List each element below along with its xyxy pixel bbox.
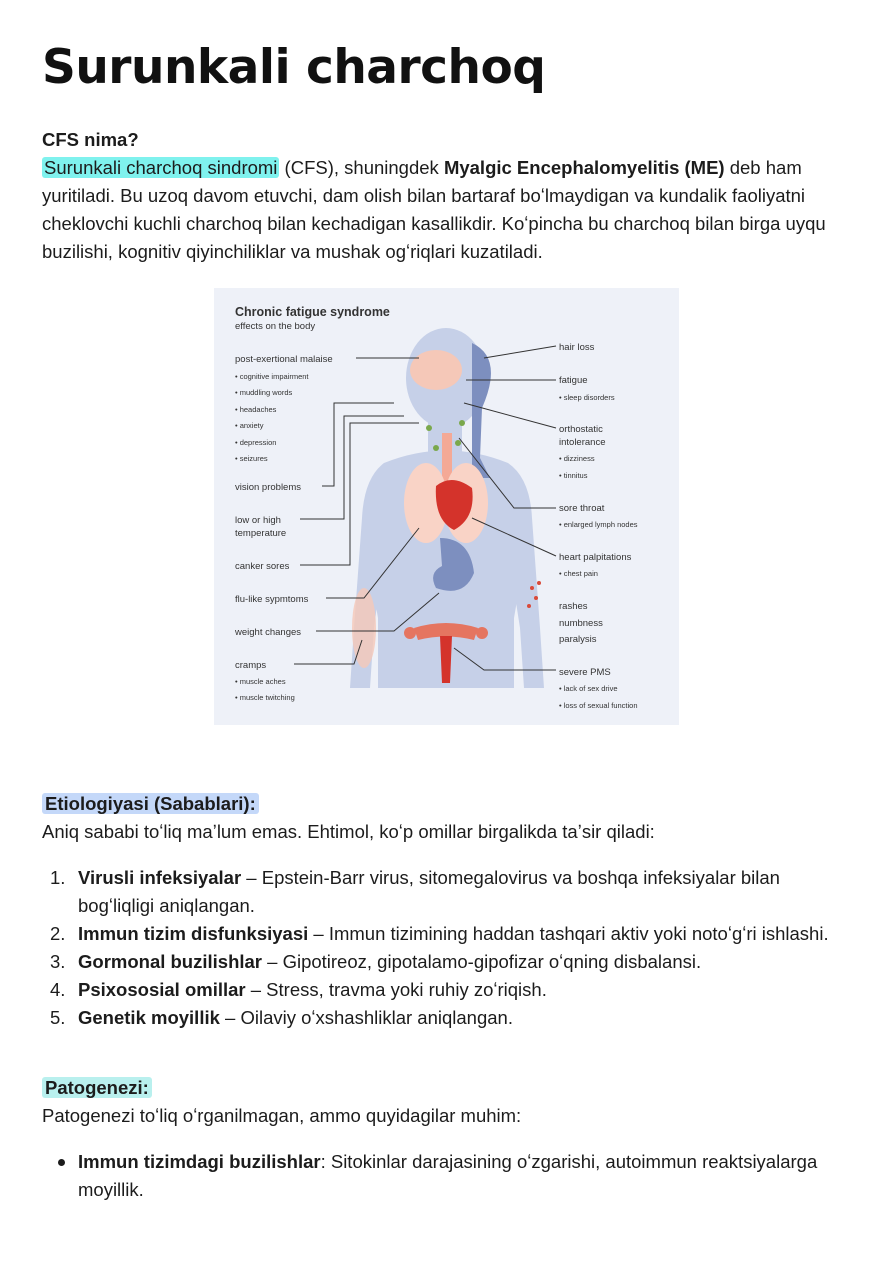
list-item: 5. Genetik moyillik – Oilaviy oʻxshashliklar aniqlangan. bbox=[50, 1007, 513, 1028]
intro-text-1: (CFS), shuningdek bbox=[279, 157, 444, 178]
label-paralysis: paralysis bbox=[559, 634, 597, 645]
label-flu: flu-like sypmtoms bbox=[235, 594, 309, 605]
label-pem-item: • depression bbox=[235, 438, 277, 447]
label-fatigue: fatigue bbox=[559, 375, 588, 386]
label-pem-item: • headaches bbox=[235, 405, 277, 414]
label-pms-item: • loss of sexual function bbox=[559, 701, 638, 710]
diagram-subtitle: effects on the body bbox=[235, 321, 316, 332]
diagram-labels bbox=[214, 288, 679, 725]
pathogenesis-section bbox=[42, 1074, 857, 1204]
label-hair: hair loss bbox=[559, 342, 595, 353]
label-temp-line2: temperature bbox=[235, 528, 287, 539]
label-vision: vision problems bbox=[235, 482, 301, 493]
label-rashes: rashes bbox=[559, 601, 588, 612]
list-item: 3. Gormonal buzilishlar – Gipotireoz, gipotalamo-gipofizar oʻqning disbalansi. bbox=[50, 951, 702, 972]
list-item: 2. Immun tizim disfunksiyasi – Immun tizimining haddan tashqari aktiv yoki notoʻgʻri ishlashi. bbox=[50, 923, 829, 944]
label-pem-item: • seizures bbox=[235, 454, 268, 463]
label-ortho-line1: orthostatic bbox=[559, 424, 603, 435]
label-cramps-item: • muscle aches bbox=[235, 677, 286, 686]
label-numbness: numbness bbox=[559, 618, 603, 629]
label-ortho-line2: intolerance bbox=[559, 437, 606, 448]
label-heart: heart palpitations bbox=[559, 552, 632, 563]
page-title: Surunkali charchoq bbox=[42, 40, 546, 95]
list-item: 1. Virusli infeksiyalar – Epstein-Barr virus, sitomegalovirus va boshqa infeksiyalar bilan bogʻliqligi aniqlangan. bbox=[50, 867, 780, 916]
label-ortho-item: • dizziness bbox=[559, 454, 595, 463]
label-pem-item: • cognitive impairment bbox=[235, 372, 309, 381]
pathogenesis-heading: Patogenezi: bbox=[42, 1074, 857, 1102]
etiology-section bbox=[42, 790, 857, 1032]
label-cramps-item: • muscle twitching bbox=[235, 693, 295, 702]
label-throat: sore throat bbox=[559, 503, 605, 514]
intro-bold: Myalgic Encephalomyelitis (ME) bbox=[443, 157, 725, 178]
intro-heading: CFS nima? bbox=[42, 129, 139, 150]
label-pem: post-exertional malaise bbox=[235, 354, 333, 365]
label-cramps: cramps bbox=[235, 660, 267, 671]
etiology-heading: Etiologiyasi (Sabablari): bbox=[42, 790, 857, 818]
label-fatigue-item: • sleep disorders bbox=[559, 393, 615, 402]
diagram-title: Chronic fatigue syndrome bbox=[235, 305, 390, 319]
label-pem-item: • anxiety bbox=[235, 421, 264, 430]
pathogenesis-intro: Patogenezi toʻliq oʻrganilmagan, ammo quyidagilar muhim: bbox=[42, 1105, 522, 1126]
label-ortho-item: • tinnitus bbox=[559, 471, 588, 480]
intro-text-2: deb ham yuritiladi. Bu uzoq davom etuvchi, dam olish bilan bartaraf boʻlmaydigan va kundalik faoliyatni cheklovchi kuchli charchoq bilan kechadigan kasallikdir. Koʻpincha bu charchoq bilan birga uyqu buzilishi, kognitiv qiyinchiliklar va mushak ogʻriqlari kuzatiladi. bbox=[42, 157, 826, 262]
label-temp-line1: low or high bbox=[235, 515, 281, 526]
label-canker: canker sores bbox=[235, 561, 290, 572]
intro-paragraph bbox=[42, 154, 857, 266]
cfs-body-diagram bbox=[214, 288, 679, 725]
list-item: 4. Psixososial omillar – Stress, travma yoki ruhiy zoʻriqish. bbox=[50, 979, 547, 1000]
label-heart-item: • chest pain bbox=[559, 569, 598, 578]
label-pms: severe PMS bbox=[559, 667, 611, 678]
label-weight: weight changes bbox=[235, 627, 302, 638]
pathogenesis-list bbox=[42, 1148, 857, 1204]
label-throat-item: • enlarged lymph nodes bbox=[559, 520, 638, 529]
intro-highlight: Surunkali charchoq sindromi bbox=[44, 157, 278, 178]
intro-section bbox=[42, 126, 857, 266]
etiology-intro: Aniq sababi toʻliq maʼlum emas. Ehtimol, koʻp omillar birgalikda taʼsir qiladi: bbox=[42, 821, 655, 842]
label-pms-item: • lack of sex drive bbox=[559, 684, 618, 693]
label-pem-item: • muddling words bbox=[235, 388, 293, 397]
etiology-list bbox=[42, 864, 857, 1032]
list-item: Immun tizimdagi buzilishlar: Sitokinlar darajasining oʻzgarishi, autoimmun reaktsiyalarga moyillik. bbox=[42, 1148, 857, 1204]
